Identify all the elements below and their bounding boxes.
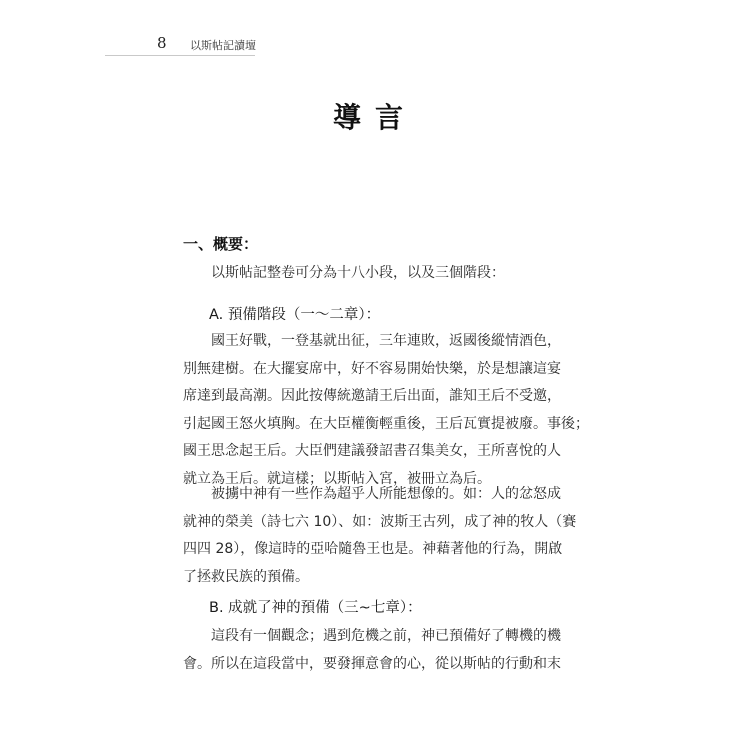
part-a-paragraph-1	[183, 333, 589, 499]
intro-paragraph	[183, 265, 578, 293]
page-number: 8	[157, 34, 167, 52]
part-b-heading: B. 成就了神的預備（三~七章）：	[209, 600, 422, 616]
text-line: 引起國王怒火填胸。在大臣權衡輕重後，王后瓦實提被廢。事後；	[183, 415, 589, 432]
text-line: 國王好戰，一登基就出征，三年連敗，返國後縱情酒色，	[211, 333, 561, 349]
text-line: 別無建樹。在大擺宴席中，好不容易開始快樂，於是想讓這宴	[183, 360, 561, 377]
text-line: 就神的榮美（詩七六 10）、如：波斯王古列，成了神的牧人（賽	[183, 513, 577, 530]
text-line: 會。所以在這段當中，要發揮意會的心，從以斯帖的行動和末	[183, 655, 561, 672]
text-line: 席達到最高潮。因此按傳統邀請王后出面，誰知王后不受邀，	[183, 388, 561, 405]
chapter-title: 導言	[332, 101, 417, 134]
part-a-paragraph-2	[183, 486, 578, 596]
text-line: 就立為王后。就這樣；以斯帖入宮，被冊立為后。	[183, 470, 491, 487]
text-line: 被擄中神有一些作為超乎人所能想像的。如：人的忿怒成	[211, 486, 561, 502]
text-line: 了拯救民族的預備。	[183, 568, 309, 585]
part-b-paragraph-1	[183, 628, 578, 683]
running-header	[105, 34, 255, 56]
running-title: 以斯帖記讀壇	[190, 39, 256, 52]
header-divider	[105, 55, 255, 56]
text-line: 這段有一個觀念；遇到危機之前，神已預備好了轉機的機	[211, 628, 561, 644]
part-a-heading: A. 預備階段（一～二章）：	[209, 307, 381, 323]
text-line: 以斯帖記整卷可分為十八小段，以及三個階段：	[211, 265, 505, 281]
text-line: 國王思念起王后。大臣們建議發詔書召集美女，王所喜悅的人	[183, 443, 561, 460]
section-heading: 一、概要：	[183, 235, 259, 253]
text-line: 四四 28），像這時的亞哈隨魯王也是。神藉著他的行為，開啟	[183, 541, 563, 558]
